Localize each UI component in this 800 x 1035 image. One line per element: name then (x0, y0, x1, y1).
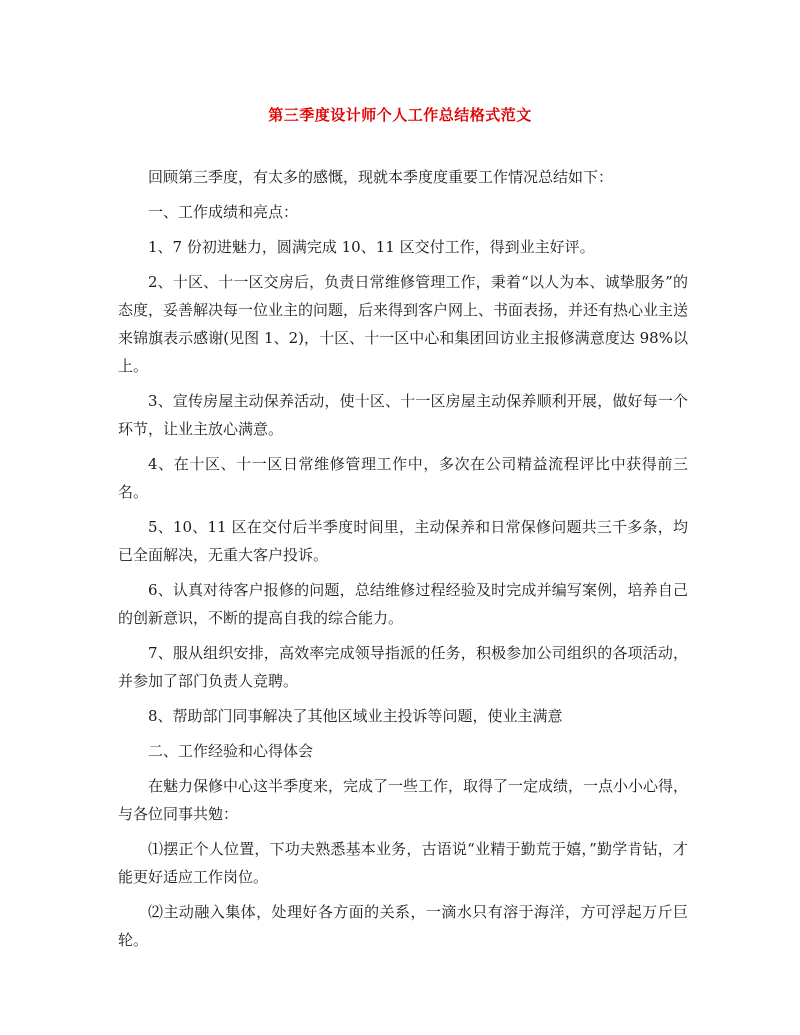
paragraph-item-2: 2、十区、十一区交房后，负责日常维修管理工作，秉着“以人为本、诚挚服务”的态度，妥善解决每一位业主的问题，后来得到客户网上、书面表扬，并还有热心业主送来锦旗表示感谢(见图 1、2)，十区、十一区中心和集团回访业主报修满意度达 98%以上。 (118, 273, 689, 375)
paragraph-item-7: 7、服从组织安排，高效率完成领导指派的任务，积极参加公司组织的各项活动，并参加了部门负责人竞聘。 (118, 644, 688, 690)
heading-experience: 二、工作经验和心得体会 (148, 742, 314, 760)
paragraph-intro: 回顾第三季度，有太多的感慨，现就本季度度重要工作情况总结如下： (148, 168, 614, 186)
document-title: 第三季度设计师个人工作总结格式范文 (268, 106, 532, 124)
paragraph-item-5: 5、10、11 区在交付后半季度时间里，主动保养和日常保修问题共三千多条，均已全面解决，无重大客户投诉。 (118, 518, 688, 564)
paragraph-item-1: 1、7 份初进魅力，圆满完成 10、11 区交付工作，得到业主好评。 (148, 238, 595, 256)
heading-achievements: 一、工作成绩和亮点： (148, 203, 299, 221)
paragraph-point-1: ⑴摆正个人位置，下功夫熟悉基本业务，古语说“业精于勤荒于嬉，”勤学肯钻，才能更好适应工作岗位。 (118, 840, 688, 886)
paragraph-item-4: 4、在十区、十一区日常维修管理工作中，多次在公司精益流程评比中获得前三名。 (118, 455, 688, 501)
paragraph-item-6: 6、认真对待客户报修的问题，总结维修过程经验及时完成并编写案例，培养自己的创新意识，不断的提高自我的综合能力。 (118, 581, 688, 627)
document-body (118, 163, 688, 961)
paragraph-experience-intro: 在魅力保修中心这半季度来，完成了一些工作，取得了一定成绩，一点小小心得，与各位同事共勉： (118, 777, 689, 823)
paragraph-item-3: 3、宣传房屋主动保养活动，使十区、十一区房屋主动保养顺利开展，做好每一个环节，让业主放心满意。 (118, 392, 688, 438)
paragraph-point-2: ⑵主动融入集体，处理好各方面的关系，一滴水只有溶于海洋，方可浮起万斤巨轮。 (118, 903, 688, 949)
paragraph-item-8: 8、帮助部门同事解决了其他区域业主投诉等问题，使业主满意 (148, 707, 563, 725)
